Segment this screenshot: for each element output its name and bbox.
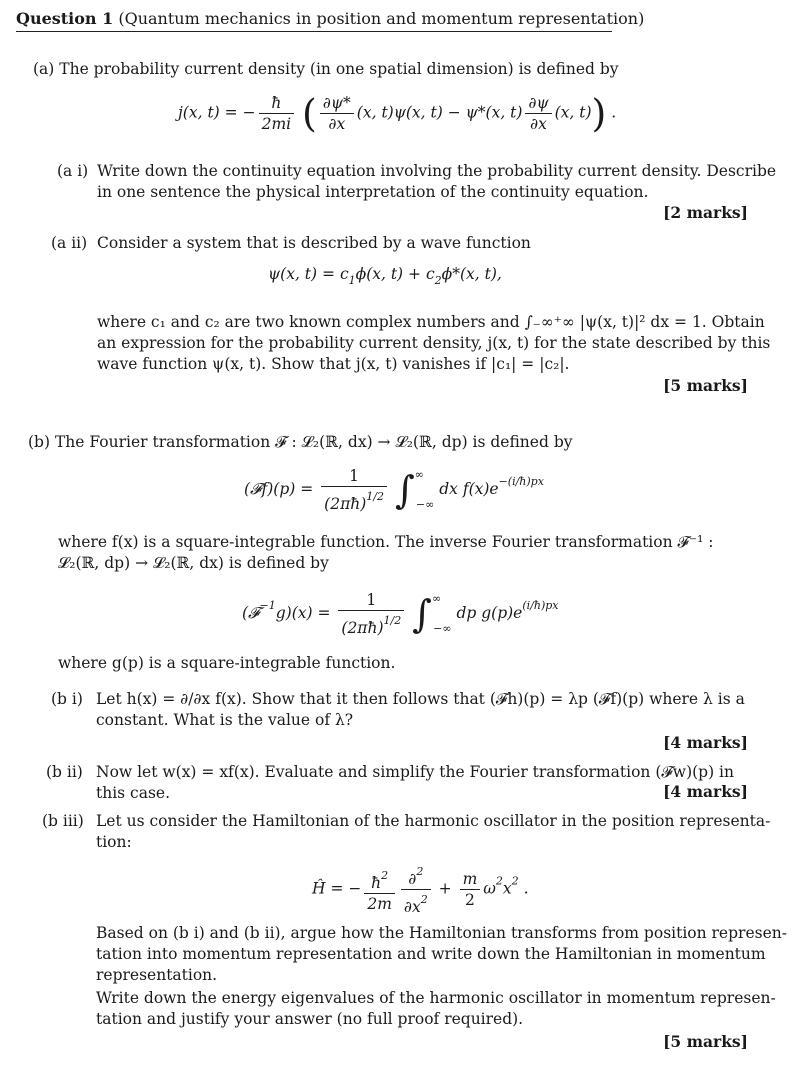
a-ii-label: (a ii)	[51, 234, 88, 252]
b-ii-line2: this case.	[96, 784, 171, 802]
b-where2: where g(p) is a square-integrable function.	[58, 654, 396, 672]
b-i-line1: Let h(x) = ∂/∂x f(x). Show that it then follows that (𝓕h)(p) = λp (𝓕f)(p) where λ is a	[96, 690, 745, 708]
wave-function-equation: ψ(x, $t) = c_1\phi(x$, $t) + c_2\phi*(x$, t),	[268, 265, 502, 287]
a-ii-marks: [5 marks]	[663, 376, 748, 395]
b-ii-label: (b ii)	[46, 763, 83, 781]
a-ii-where-line3: wave function ψ(x, t). Show that j(x, t) vanishes if |c₁| = |c₂|.	[97, 355, 570, 373]
a-i-label: (a i)	[57, 162, 89, 180]
b-iii-p2-line2: tation and justify your answer (no full proof required).	[96, 1010, 524, 1028]
b-i-line2: constant. What is the value of λ?	[96, 711, 354, 729]
b-i-marks: [4 marks]	[663, 733, 748, 752]
hamiltonian-equation: Ĥ = − $\frac{ħ^2}{2m}$ $\frac{\partial^2}{\partial x^2}$ + $\frac{m}{2}$ $\omega^2x^2$ .	[312, 862, 529, 917]
b-iii-p1-line3: representation.	[96, 966, 218, 984]
a-i-text-line2: in one sentence the physical interpretation of the continuity equation.	[97, 183, 649, 201]
b-iii-line1: Let us consider the Hamiltonian of the harmonic oscillator in the position representa-	[96, 812, 771, 830]
b-iii-p2-line1: Write down the energy eigenvalues of the harmonic oscillator in momentum represen-	[96, 989, 776, 1007]
b-iii-p1-line1: Based on (b i) and (b ii), argue how the Hamiltonian transforms from position represen-	[96, 924, 787, 942]
b-where1-line1: where f(x) is a square-integrable function. The inverse Fourier transformation 𝓕⁻¹ :	[58, 533, 714, 551]
b-ii-marks: [4 marks]	[663, 782, 748, 801]
b-ii-line1: Now let w(x) = xf(x). Evaluate and simplify the Fourier transformation (𝓕w)(p) in	[96, 763, 735, 781]
b-iii-marks: [5 marks]	[663, 1032, 748, 1051]
part-b-intro: (b) The Fourier transformation 𝓕 : 𝓛₂(ℝ, dx) → 𝓛₂(ℝ, dp) is defined by	[28, 433, 573, 451]
question-label: Question 1	[16, 9, 114, 28]
question-title	[16, 9, 644, 28]
title-underline	[16, 31, 612, 32]
fourier-transform-equation: (𝓕f)(p) = $\frac{1}{(2\pi ħ)^{1/2}}$ $\int^\infty_{-\infty}$ dx $f(x)e^{-(i/ħ)px}$	[244, 467, 544, 513]
b-i-label: (b i)	[51, 690, 83, 708]
b-iii-line2: tion:	[96, 833, 132, 851]
b-iii-p1-line2: tation into momentum representation and write down the Hamiltonian in momentum	[96, 945, 766, 963]
a-ii-text: Consider a system that is described by a wave function	[97, 234, 531, 252]
a-ii-where-line2: an expression for the probability current density, j(x, t) for the state described by this	[97, 334, 771, 352]
a-i-marks: [2 marks]	[663, 203, 748, 222]
b-where1-line2: 𝓛₂(ℝ, dp) → 𝓛₂(ℝ, dx) is defined by	[58, 554, 329, 572]
current-density-equation: j(x, t) = − $\frac{ħ}{2mi}$ ( $\frac{\partial\psi*}{\partial x}$ (x, t)ψ(x, t) − ψ*(x, t) $\frac{\partial\psi}{\partial x}$ (x, t)) .	[178, 91, 617, 136]
part-a-intro: (a) The probability current density (in one spatial dimension) is defined by	[33, 60, 619, 78]
question-subject: (Quantum mechanics in position and momentum representation)	[118, 9, 645, 28]
b-iii-label: (b iii)	[42, 812, 84, 830]
a-i-text-line1: Write down the continuity equation involving the probability current density. Describe	[97, 162, 777, 180]
a-ii-where-line1: where c₁ and c₂ are two known complex numbers and ∫₋∞⁺∞ |ψ(x, t)|² dx = 1. Obtain	[97, 313, 765, 331]
inverse-fourier-equation: (𝓕$^{-1}$g)(x) = $\frac{1}{(2\pi ħ)^{1/2}}$ $\int^\infty_{-\infty}$ dp $g(p)e^{(i/ħ)px}$	[242, 591, 559, 637]
